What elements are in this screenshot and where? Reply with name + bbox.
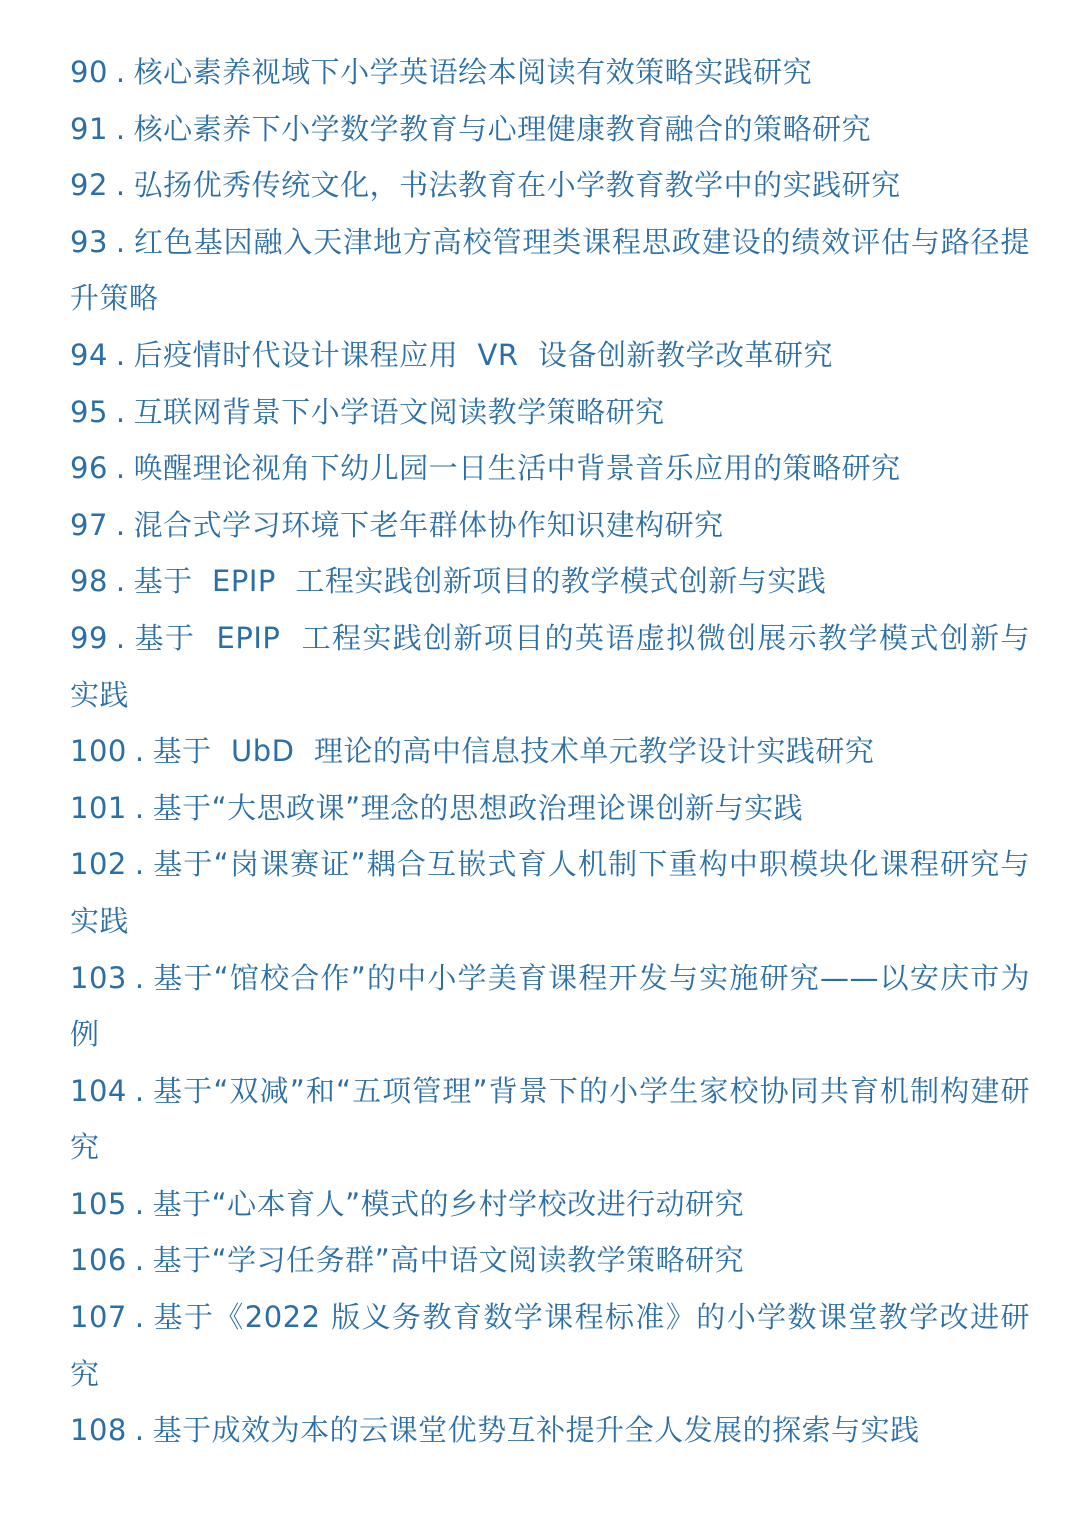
list-item (70, 780, 1030, 837)
item-number: 94 (70, 337, 108, 372)
item-separator: . (134, 1243, 145, 1278)
list-item (70, 101, 1030, 158)
item-number: 106 (70, 1243, 127, 1278)
item-separator: . (134, 960, 145, 995)
item-number: 97 (70, 507, 108, 542)
item-separator: . (115, 394, 126, 429)
item-text: 混合式学习环境下老年群体协作知识建构研究 (133, 507, 724, 542)
item-separator: . (134, 847, 145, 882)
item-number: 103 (70, 960, 127, 995)
topic-list (70, 44, 1030, 1459)
item-number: 108 (70, 1413, 127, 1448)
item-separator: . (134, 1073, 145, 1108)
list-item (70, 1232, 1030, 1289)
item-separator: . (115, 55, 126, 89)
list-item (70, 1289, 1030, 1402)
item-number: 98 (70, 564, 108, 599)
item-number: 91 (70, 111, 108, 146)
item-text: 基于《2022 版义务教育数学课程标准》的小学数课堂教学改进研究 (70, 1300, 1030, 1391)
item-separator: . (115, 564, 126, 599)
item-number: 100 (70, 734, 127, 769)
list-item (70, 610, 1030, 723)
item-number: 90 (70, 55, 108, 89)
item-number: 104 (70, 1073, 127, 1108)
item-text: 基于 EPIP 工程实践创新项目的教学模式创新与实践 (133, 564, 827, 599)
list-item (70, 1063, 1030, 1176)
item-separator: . (115, 168, 126, 203)
item-separator: . (115, 111, 126, 146)
list-item (70, 723, 1030, 780)
item-text: 基于“馆校合作”的中小学美育课程开发与实施研究——以安庆市为例 (70, 960, 1030, 1052)
list-item (70, 950, 1030, 1063)
item-text: 基于“大思政课”理念的思想政治理论课创新与实践 (152, 790, 804, 825)
item-text: 弘扬优秀传统文化，书法教育在小学教育教学中的实践研究 (133, 168, 901, 203)
list-item (70, 497, 1030, 554)
item-number: 99 (70, 620, 108, 655)
item-separator: . (115, 620, 126, 655)
item-text: 后疫情时代设计课程应用 VR 设备创新教学改革研究 (133, 337, 833, 372)
list-item (70, 836, 1030, 949)
list-item (70, 440, 1030, 497)
item-text: 互联网背景下小学语文阅读教学策略研究 (133, 394, 665, 429)
item-separator: . (134, 734, 145, 769)
list-item (70, 553, 1030, 610)
list-item (70, 44, 1030, 101)
item-separator: . (134, 1300, 145, 1335)
item-text: 基于“岗课赛证”耦合互嵌式育人机制下重构中职模块化课程研究与实践 (70, 847, 1030, 938)
item-number: 92 (70, 168, 108, 203)
item-text: 核心素养视域下小学英语绘本阅读有效策略实践研究 (133, 55, 813, 89)
item-text: 基于成效为本的云课堂优势互补提升全人发展的探索与实践 (152, 1413, 920, 1448)
item-text: 基于 UbD 理论的高中信息技术单元教学设计实践研究 (152, 734, 875, 769)
item-text: 红色基因融入天津地方高校管理类课程思政建设的绩效评估与路径提升策略 (70, 224, 1030, 316)
list-item (70, 327, 1030, 384)
item-separator: . (134, 1186, 145, 1221)
item-number: 105 (70, 1186, 127, 1221)
item-separator: . (134, 1413, 145, 1448)
list-item (70, 1402, 1030, 1459)
item-number: 107 (70, 1300, 127, 1335)
item-text: 基于“心本育人”模式的乡村学校改进行动研究 (152, 1186, 745, 1221)
item-number: 101 (70, 790, 127, 825)
item-text: 基于“双减”和“五项管理”背景下的小学生家校协同共育机制构建研究 (70, 1073, 1030, 1165)
item-text: 基于 EPIP 工程实践创新项目的英语虚拟微创展示教学模式创新与实践 (70, 620, 1030, 712)
item-number: 96 (70, 451, 108, 486)
list-item (70, 384, 1030, 441)
item-text: 基于“学习任务群”高中语文阅读教学策略研究 (152, 1243, 745, 1278)
item-number: 93 (70, 224, 108, 259)
item-text: 唤醒理论视角下幼儿园一日生活中背景音乐应用的策略研究 (133, 451, 901, 486)
item-separator: . (115, 451, 126, 486)
item-text: 核心素养下小学数学教育与心理健康教育融合的策略研究 (133, 111, 872, 146)
list-item (70, 157, 1030, 214)
item-number: 102 (70, 847, 127, 882)
item-separator: . (134, 790, 145, 825)
item-separator: . (115, 224, 126, 259)
item-number: 95 (70, 394, 108, 429)
list-item (70, 1176, 1030, 1233)
item-separator: . (115, 337, 126, 372)
item-separator: . (115, 507, 126, 542)
list-item (70, 214, 1030, 327)
